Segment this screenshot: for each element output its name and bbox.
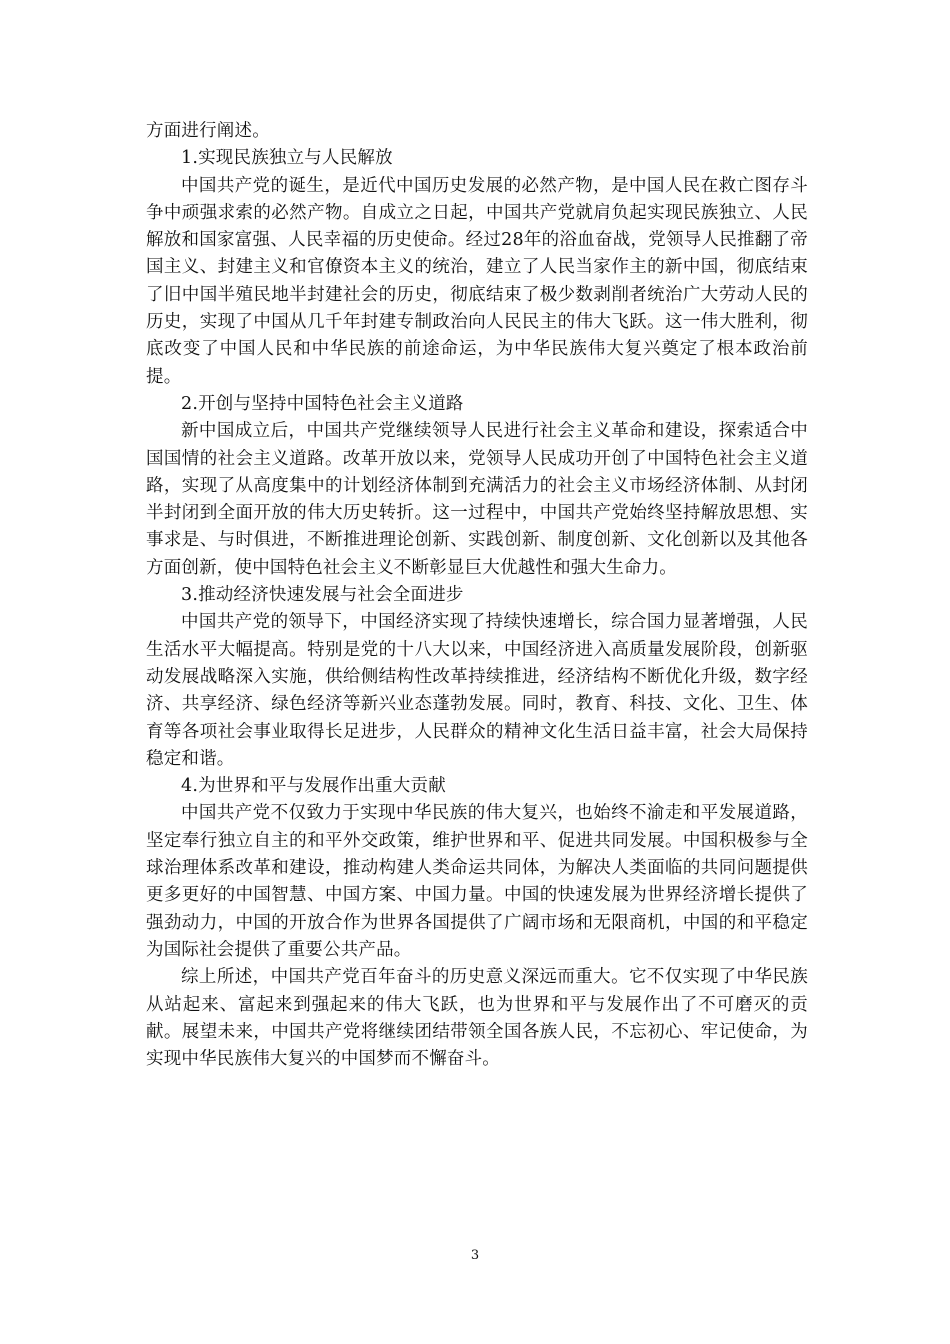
page-number: 3 [470,1248,480,1263]
section-heading-3: 3.推动经济快速发展与社会全面进步 [181,585,464,606]
body-paragraph: 中国共产党的领导下，中国经济实现了持续快速增长，综合国力显著增强，人民生活水平大幅提高。特别是党的十八大以来，中国经济进入高质量发展阶段，创新驱动发展战略深入实施，供给侧结构性改革持续推进，经济结构不断优化升级，数字经济、共享经济、绿色经济等新兴业态蓬勃发展。同时，教育、科技、文化、卫生、体育等各项社会事业取得长足进步，人民群众的精神文化生活日益丰富，社会大局保持稳定和谐。 [146,612,808,769]
section-heading-2: 2.开创与坚持中国特色社会主义道路 [181,393,464,414]
body-paragraph: 中国共产党不仅致力于实现中华民族的伟大复兴，也始终不渝走和平发展道路，坚定奉行独立自主的和平外交政策，维护世界和平、促进共同发展。中国积极参与全球治理体系改革和建设，推动构建人类命运共同体，为解决人类面临的共同问题提供更多更好的中国智慧、中国方案、中国力量。中国的快速发展为世界经济增长提供了强劲动力，中国的开放合作为世界各国提供了广阔市场和无限商机，中国的和平稳定为国际社会提供了重要公共产品。 [146,803,808,960]
body-paragraph: 新中国成立后，中国共产党继续领导人民进行社会主义革命和建设，探索适合中国国情的社会主义道路。改革开放以来，党领导人民成功开创了中国特色社会主义道路，实现了从高度集中的计划经济体制到充满活力的社会主义市场经济体制、从封闭半封闭到全面开放的伟大历史转折。这一过程中，中国共产党始终坚持解放思想、实事求是、与时俱进，不断推进理论创新、实践创新、制度创新、文化创新以及其他各方面创新，使中国特色社会主义不断彰显巨大优越性和强大生命力。 [146,421,808,578]
section-heading-4: 4.为世界和平与发展作出重大贡献 [181,776,446,797]
continuation-paragraph: 方面进行阐述。 [146,121,270,141]
section-heading-1: 1.实现民族独立与人民解放 [181,148,393,169]
body-paragraph: 中国共产党的诞生，是近代中国历史发展的必然产物，是中国人民在救亡图存斗争中顽强求索的必然产物。自成立之日起，中国共产党就肩负起实现民族独立、人民解放和国家富强、人民幸福的历史使命。经过28年的浴血奋战，党领导人民推翻了帝国主义、封建主义和官僚资本主义的统治，建立了人民当家作主的新中国，彻底结束了旧中国半殖民地半封建社会的历史，彻底结束了极少数剥削者统治广大劳动人民的历史，实现了中国从几千年封建专制政治向人民民主的伟大飞跃。这一伟大胜利，彻底改变了中国人民和中华民族的前途命运，为中华民族伟大复兴奠定了根本政治前提。 [146,175,808,387]
conclusion-paragraph: 综上所述，中国共产党百年奋斗的历史意义深远而重大。它不仅实现了中华民族从站起来、富起来到强起来的伟大飞跃，也为世界和平与发展作出了不可磨灭的贡献。展望未来，中国共产党将继续团结带领全国各族人民，不忘初心、牢记使命，为实现中华民族伟大复兴的中国梦而不懈奋斗。 [146,967,808,1070]
document-body [146,118,808,1073]
